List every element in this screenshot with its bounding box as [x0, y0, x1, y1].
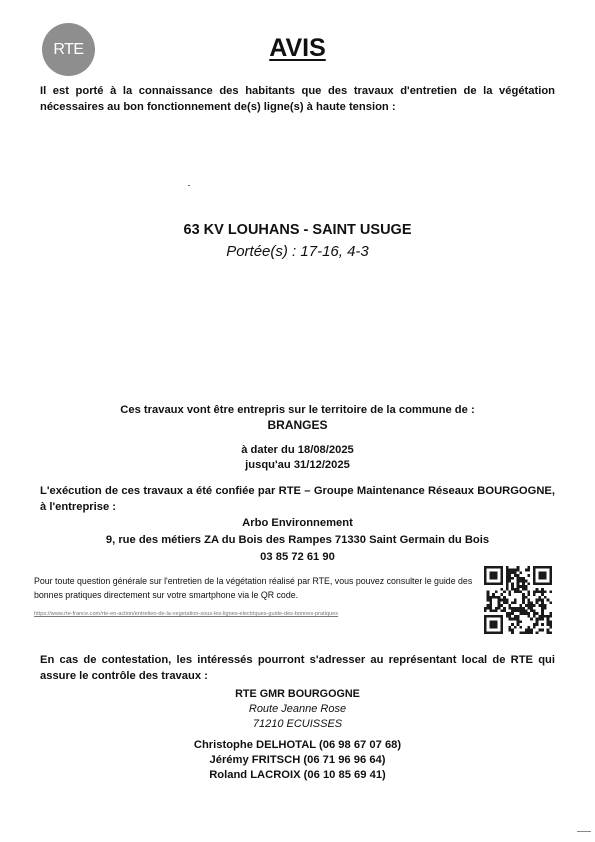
contact-person: Christophe DELHOTAL (06 98 67 07 68) — [193, 739, 402, 751]
intro-paragraph: Il est porté à la connaissance des habitants que des travaux d'entretien de la végétation nécessaires au bon fonctionnement de(s) ligne(s) à haute tension : — [40, 85, 555, 113]
scan-crop-mark — [577, 831, 591, 832]
rte-org-name: RTE GMR BOURGOGNE — [235, 688, 360, 700]
page-title: AVIS — [269, 34, 326, 62]
date-from: à dater du 18/08/2025 — [241, 444, 354, 456]
line-name: 63 KV LOUHANS - SAINT USUGE — [183, 222, 412, 238]
execution-paragraph: L'exécution de ces travaux a été confiée par RTE – Groupe Maintenance Réseaux BOURGOGNE, à l'entreprise : — [40, 485, 555, 513]
scan-speck — [188, 185, 190, 186]
company-phone: 03 85 72 61 90 — [260, 551, 335, 563]
rte-logo-text: RTE — [53, 40, 84, 58]
qr-info-text: Pour toute question générale sur l'entretien de la végétation réalisé par RTE, vous pouvez consulter le guide des bonnes pratiques directement sur votre smartphone via le QR code. — [34, 576, 473, 600]
guide-link[interactable]: https://www.rte-france.com/rte-en-action/entretien-de-la-vegetation-sous-les-lignes-electriques-guide-des-bonnes-pratiques — [34, 611, 339, 617]
qr-code-icon[interactable] — [484, 566, 552, 634]
contact-person: Roland LACROIX (06 10 85 69 41) — [209, 769, 386, 781]
rte-street: Route Jeanne Rose — [248, 703, 347, 715]
company-address: 9, rue des métiers ZA du Bois des Rampes 71330 Saint Germain du Bois — [105, 534, 490, 546]
date-to: jusqu'au 31/12/2025 — [245, 459, 350, 471]
line-spans: Portée(s) : 17-16, 4-3 — [226, 243, 369, 260]
territory-label: Ces travaux vont être entrepris sur le territoire de la commune de : — [120, 404, 475, 416]
company-name: Arbo Environnement — [242, 517, 353, 529]
rte-city: 71210 ECUISSES — [252, 718, 343, 730]
commune-name: BRANGES — [267, 418, 328, 432]
contest-paragraph: En cas de contestation, les intéressés pourront s'adresser au représentant local de RTE qui assure le contrôle des travaux : — [40, 654, 555, 682]
contact-person: Jérémy FRITSCH (06 71 96 96 64) — [209, 754, 386, 766]
